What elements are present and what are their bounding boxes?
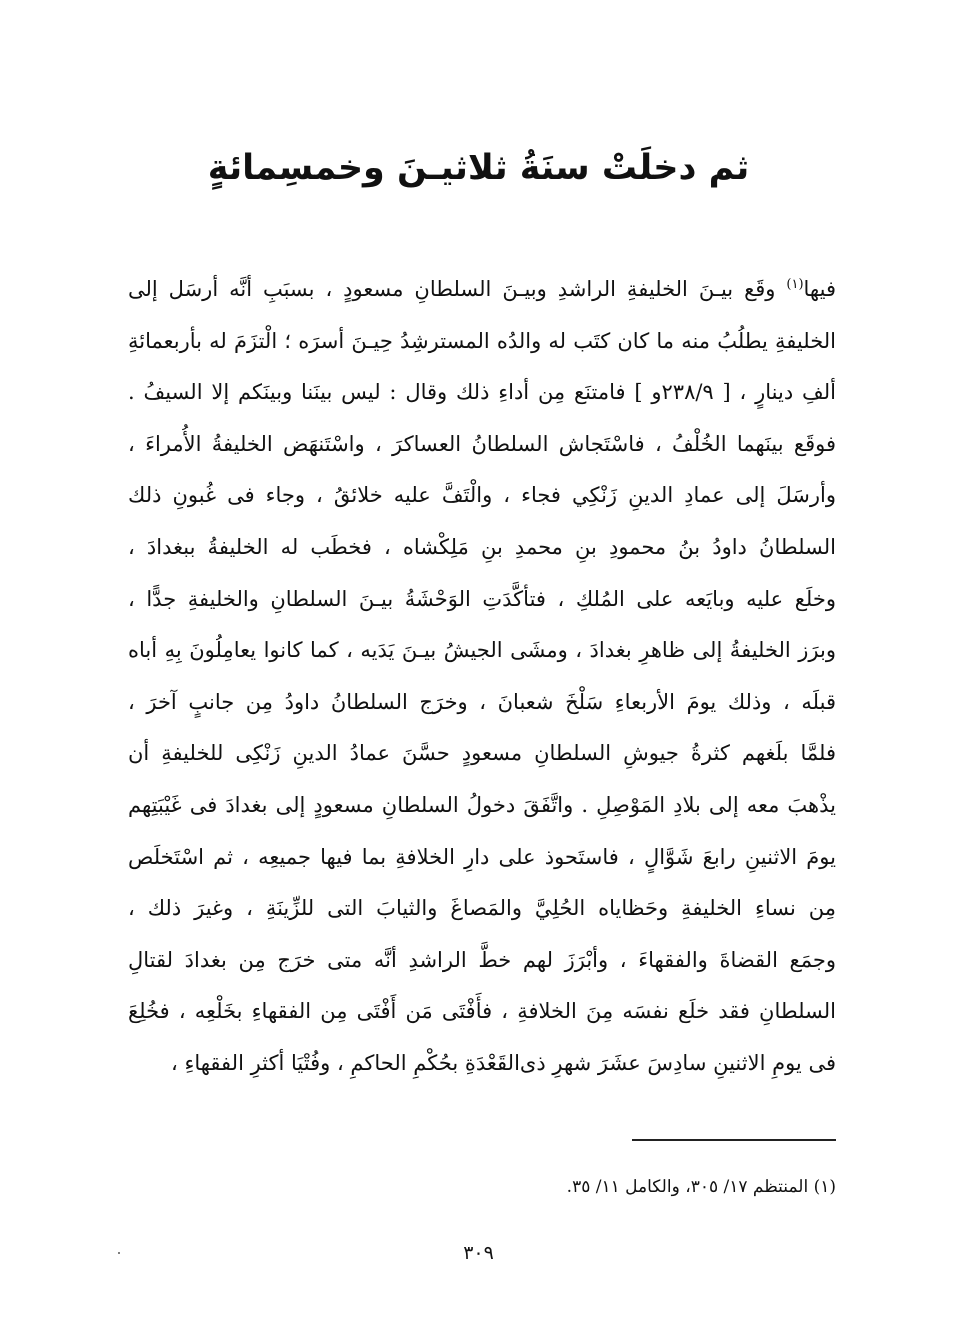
scan-speck [118,1252,120,1254]
text-line: فوقَع بينَهما الخُلْفُ ، فاسْتَجاش السلطانُ العساكرَ ، واسْتَنهَض الخليفةُ الأُمراءَ ، [128,431,836,456]
text-line: مِن نساءِ الخليفةِ وحَظاياه الحُلِيَّ والمَصاغَ والثيابَ التى للزِّينَةِ ، وغيرَ ذلك ، [128,896,836,921]
text-line: وأرسَلَ إلى عمادِ الدينِ زَنْكِي فجاء ، والْتَفَّ عليه خلائقُ ، وجاء فى غُبونِ ذلك [128,483,836,508]
text-line: قبلَه ، وذلك يومَ الأربعاءِ سَلْخَ شعبانَ ، وخرَج السلطانُ داودُ مِن جانبٍ آخرَ ، [128,689,836,714]
text-line: وبرَز الخليفةُ إلى ظاهرِ بغدادَ ، ومشَى الجيشُ بيـنَ يَدَيه ، كما كانوا يعامِلُونَ بِهِ أباه [128,638,836,663]
chapter-title: ثم دخلَتْ سنَةُ ثلاثيـنَ وخمسِمائةٍ [207,148,750,188]
text-line: وخلَع عليه وبايَعه على المُلكِ ، فتأكَّدَتِ الوَحْشَةُ بيـنَ السلطانِ والخليفةِ جدًّا ، [128,586,836,611]
text-line: يومَ الاثنينِ رابعَ شَوَّالٍ ، فاستَحوذ على دارِ الخلافةِ بما فيها جميعِه ، ثم اسْتَخلَص [128,844,836,869]
footnote-marker: (١) [786,277,804,292]
text-line: وجمَع القضاةَ والفقهاءَ ، وأبْرَزَ لهم خطَّ الراشدِ أنَّه متى خرَج مِن بغدادَ لقتالِ [128,947,836,972]
page-number: ٣٠٩ [463,1242,494,1264]
footnote: (١) المنتظم ١٧/ ٣٠٥، والكامل ١١/ ٣٥. [566,1177,836,1197]
text-line: يذْهبَ معه إلى بلادِ المَوْصِلِ . واتَّفَقَ دخولُ السلطانِ مسعودٍ إلى بغدادَ فى غَيْبَتِهم [128,792,836,817]
text-line [128,264,836,316]
footnote-separator [632,1139,836,1141]
text-line: السلطانُ داودُ بنُ محمودِ بنِ محمدِ بنِ مَلِكْشاه ، فخطَب له الخليفةُ ببغدادَ ، [128,534,836,559]
body-text [128,264,836,1090]
text-line: السلطانِ فقد خلَع نفسَه مِنَ الخلافةِ ، فأَفْتَى مَن أَفْتَى مِن الفقهاءِ بخَلْعِه ، فخُلِعَ [128,999,836,1024]
text-line: ألفِ دينارٍ ، [ ٢٣٨/٩و ] فامتنَع مِن أداءِ ذلك وقال : ليس بينَنا وبينَكم إلا السيفُ . [128,380,837,405]
line-start-word: فيها [803,277,836,301]
line-rest: وقَع بيـنَ الخليفةِ الراشدِ وبيـنَ السلطانِ مسعودٍ ، بسبَبِ أنَّه أرسَل إلى [128,277,787,301]
text-line: الخليفةِ يطلُبُ منه ما كان كتَب له والدُه المسترشِدُ حِيـنَ أسرَه ؛ الْتزَمَ له بأربعمائةِ [128,328,836,353]
text-line: فلمَّا بلَغهم كثرةُ جيوشِ السلطانِ مسعودٍ حسَّنَ عمادُ الدينِ زَنْكِى للخليفةِ أن [128,741,836,766]
text-line: فى يومِ الاثنينِ سادِسَ عشَرَ شهرِ ذى‌القَعْدَةِ بحُكْمِ الحاكمِ ، وفُتْيَا أكثرِ الفقهاءِ ، [171,1050,836,1075]
